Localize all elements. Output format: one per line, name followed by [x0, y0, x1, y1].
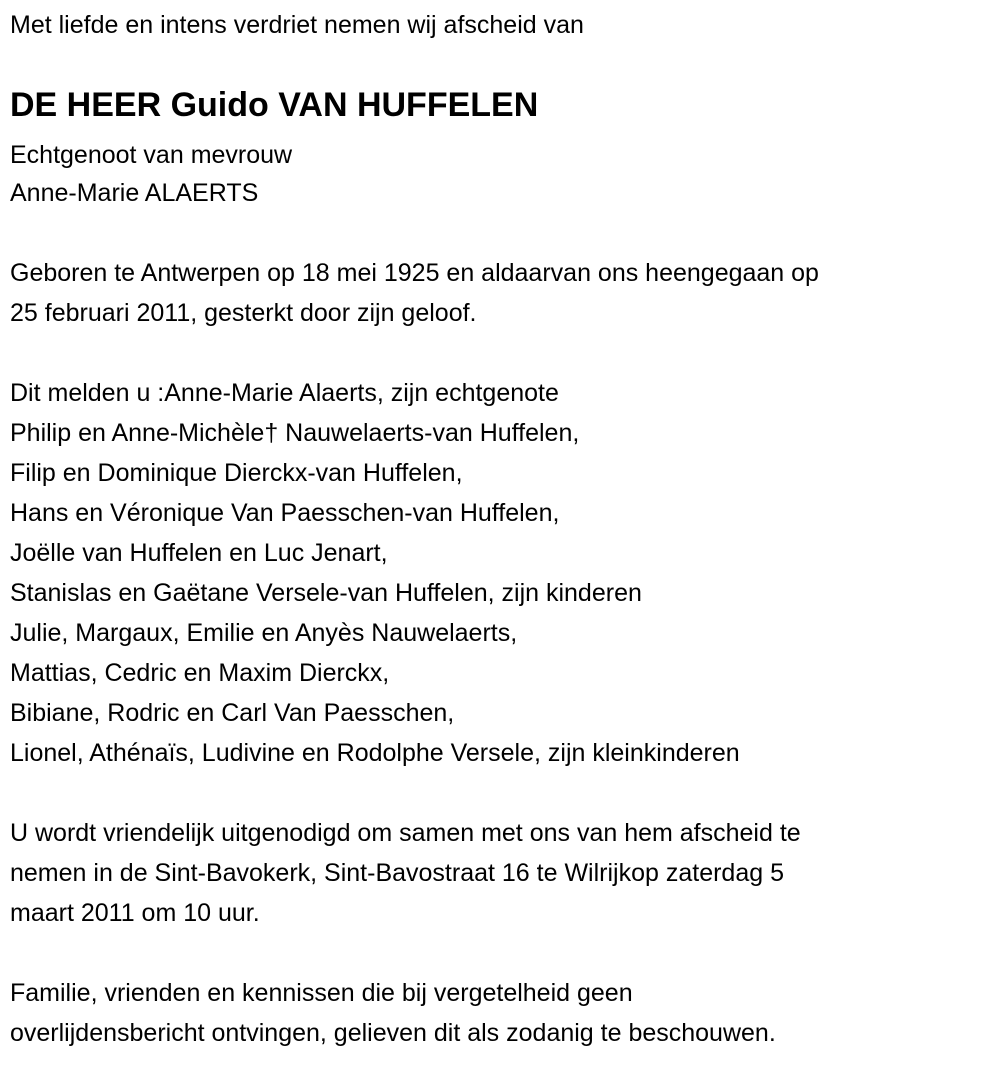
family-line: Hans en Véronique Van Paesschen-van Huffelen, — [10, 499, 560, 527]
closing-line: overlijdensbericht ontvingen, gelieven dit als zodanig te beschouwen. — [10, 1019, 776, 1047]
closing-line: Familie, vrienden en kennissen die bij vergetelheid geen — [10, 979, 633, 1007]
family-line: Joëlle van Huffelen en Luc Jenart, — [10, 539, 388, 567]
invitation-line: maart 2011 om 10 uur. — [10, 899, 260, 927]
family-line: Bibiane, Rodric en Carl Van Paesschen, — [10, 699, 455, 727]
family-line: Filip en Dominique Dierckx-van Huffelen, — [10, 459, 463, 487]
family-line: Philip en Anne-Michèle† Nauwelaerts-van Huffelen, — [10, 419, 580, 447]
birth-line: Geboren te Antwerpen op 18 mei 1925 en aldaarvan ons heengegaan op — [10, 259, 819, 287]
intro-text: Met liefde en intens verdriet nemen wij afscheid van — [10, 11, 584, 39]
family-line: Mattias, Cedric en Maxim Dierckx, — [10, 659, 390, 687]
invitation-line: nemen in de Sint-Bavokerk, Sint-Bavostraat 16 te Wilrijkop zaterdag 5 — [10, 859, 784, 887]
birth-line: 25 februari 2011, gesterkt door zijn geloof. — [10, 299, 477, 327]
spouse-line: Echtgenoot van mevrouw — [10, 141, 293, 169]
deceased-name: DE HEER Guido VAN HUFFELEN — [10, 86, 539, 124]
invitation-line: U wordt vriendelijk uitgenodigd om samen met ons van hem afscheid te — [10, 819, 801, 847]
spouse-line: Anne-Marie ALAERTS — [10, 179, 259, 207]
family-line: Dit melden u :Anne-Marie Alaerts, zijn echtgenote — [10, 379, 559, 407]
family-line: Julie, Margaux, Emilie en Anyès Nauwelaerts, — [10, 619, 518, 647]
family-line: Lionel, Athénaïs, Ludivine en Rodolphe Versele, zijn kleinkinderen — [10, 739, 740, 767]
family-line: Stanislas en Gaëtane Versele-van Huffelen, zijn kinderen — [10, 579, 642, 607]
